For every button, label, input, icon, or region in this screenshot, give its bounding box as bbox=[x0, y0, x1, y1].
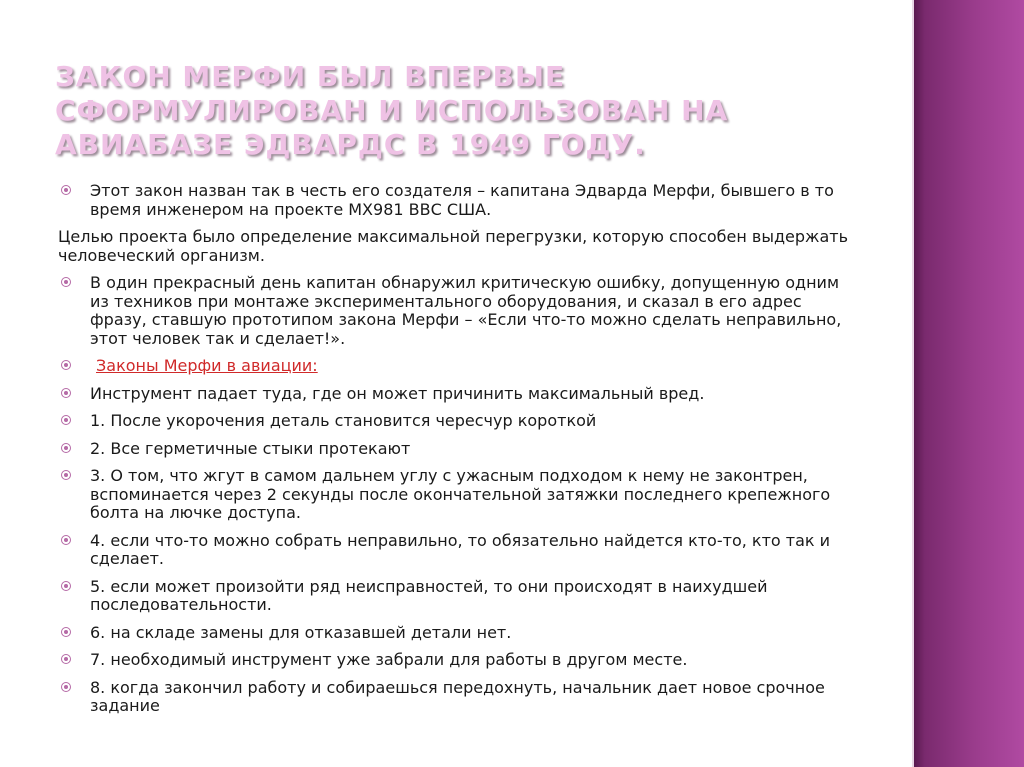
list-item bbox=[58, 182, 858, 219]
paragraph-text: Целью проекта было определение максимальной перегрузки, которую способен выдержать человеческий организм. bbox=[58, 227, 849, 265]
list-item-text: 4. если что-то можно собрать неправильно, то обязательно найдется кто-то, кто так и сделает. bbox=[90, 530, 831, 568]
circle-bullet-icon bbox=[61, 581, 71, 591]
list-item-text: 6. на складе замены для отказавшей детали нет. bbox=[90, 622, 512, 642]
list-item-text: 7. необходимый инструмент уже забрали для работы в другом месте. bbox=[90, 650, 688, 669]
list-item bbox=[58, 412, 858, 431]
list-item bbox=[58, 532, 858, 569]
list-item-text: 2. Все герметичные стыки протекают bbox=[90, 438, 411, 458]
list-item-text: Этот закон назван так в честь его создателя – капитана Эдварда Мерфи, бывшего в то время инженером на проекте MX981 ВВС США. bbox=[90, 181, 834, 219]
circle-bullet-icon bbox=[61, 627, 71, 637]
list-item-text: 1. После укорочения деталь становится чересчур короткой bbox=[90, 411, 597, 430]
list-item bbox=[58, 651, 858, 670]
circle-bullet-icon bbox=[61, 535, 71, 545]
list-item-text: 3. О том, что жгут в самом дальнем углу с ужасным подходом к нему не законтрен, вспоминается через 2 секунды после окончательной затяжки последнего крепежного болта на лючке доступа. bbox=[90, 466, 831, 522]
circle-bullet-icon bbox=[61, 277, 71, 287]
circle-bullet-icon bbox=[61, 654, 71, 664]
side-decorative-band bbox=[914, 0, 1024, 767]
list-item bbox=[58, 440, 858, 459]
slide-title: ЗАКОН МЕРФИ БЫЛ ВПЕРВЫЕ СФОРМУЛИРОВАН И ИСПОЛЬЗОВАН НА АВИАБАЗЕ ЭДВАРДС В 1949 ГОДУ. bbox=[55, 60, 729, 161]
circle-bullet-icon bbox=[61, 415, 71, 425]
list-item-text: Инструмент падает туда, где он может причинить максимальный вред. bbox=[90, 383, 705, 403]
slide-content bbox=[58, 182, 858, 725]
list-item bbox=[58, 357, 858, 376]
paragraph bbox=[58, 228, 858, 265]
circle-bullet-icon bbox=[61, 388, 71, 398]
list-item-text: 8. когда закончил работу и собираешься передохнуть, начальник дает новое срочное задание bbox=[90, 677, 825, 715]
circle-bullet-icon bbox=[61, 443, 71, 453]
list-item-text: В один прекрасный день капитан обнаружил критическую ошибку, допущенную одним из техников при монтаже экспериментального оборудования, и сказал в его адрес фразу, ставшую прототипом закона Мерфи – «Если что-то можно сделать неправильно, этот человек так и сделает!». bbox=[90, 273, 842, 348]
circle-bullet-icon bbox=[61, 185, 71, 195]
list-item bbox=[58, 467, 858, 523]
list-item bbox=[58, 385, 858, 404]
circle-bullet-icon bbox=[61, 682, 71, 692]
list-item bbox=[58, 624, 858, 643]
list-item bbox=[58, 679, 858, 716]
circle-bullet-icon bbox=[61, 360, 71, 370]
list-item bbox=[58, 274, 858, 348]
list-item-text: 5. если может произойти ряд неисправностей, то они происходят в наихудшей последовательности. bbox=[90, 576, 768, 614]
circle-bullet-icon bbox=[61, 470, 71, 480]
aviation-laws-link[interactable]: Законы Мерфи в авиации: bbox=[96, 356, 318, 375]
list-item bbox=[58, 578, 858, 615]
